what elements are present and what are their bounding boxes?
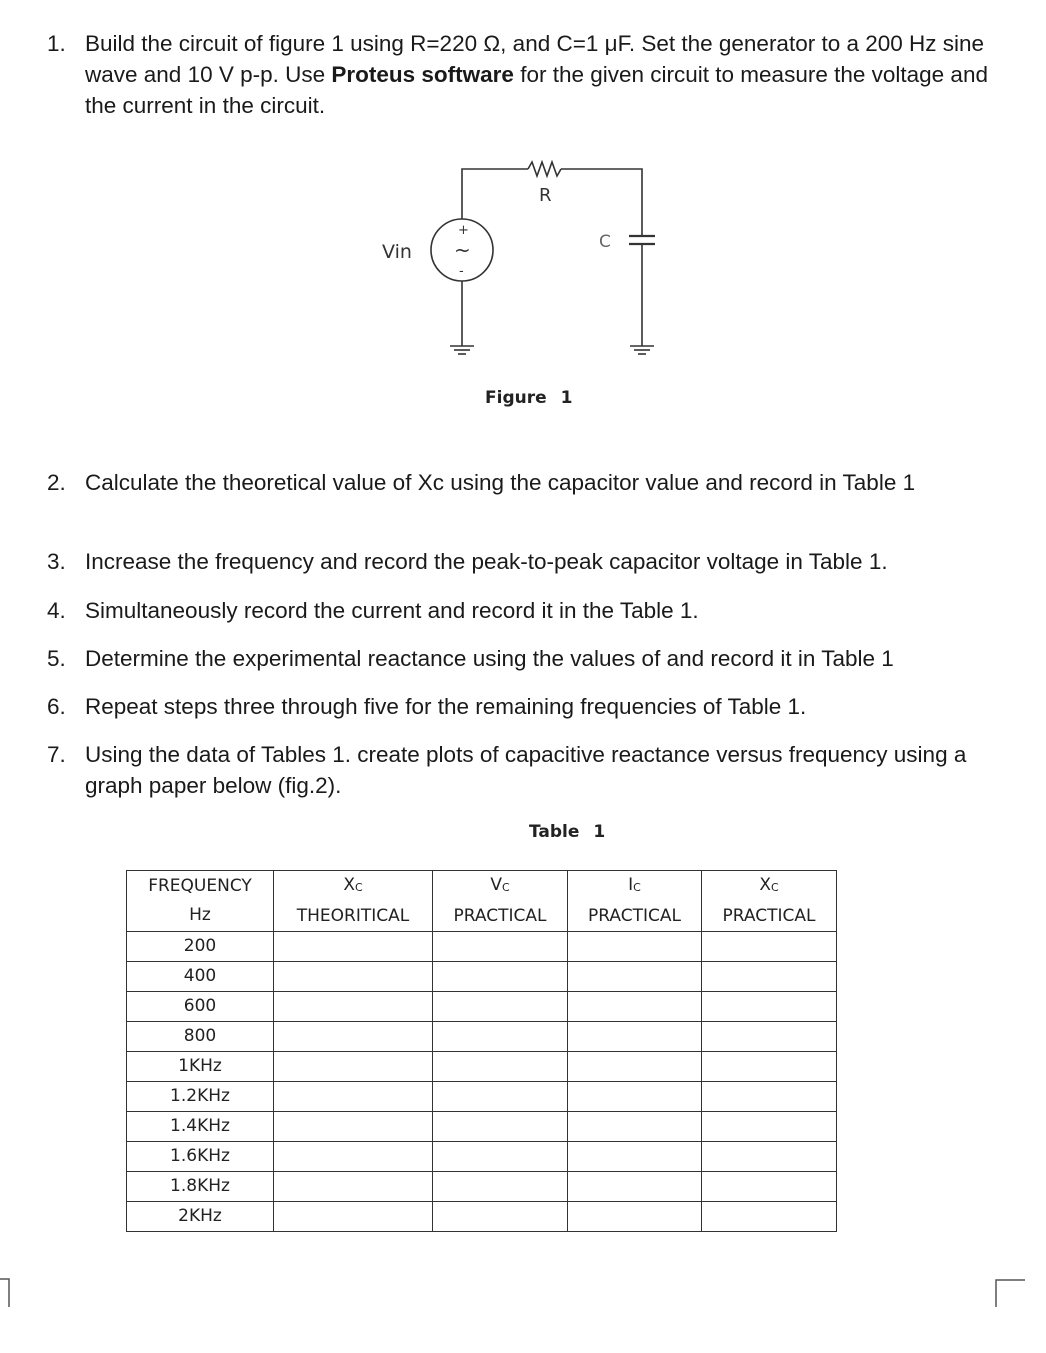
vc-practical-cell [433,1052,568,1082]
software-name: Proteus software [331,62,514,87]
step-number: 5. [47,646,66,671]
xc-practical-cell [702,1112,837,1142]
header-xc-practical [702,871,837,932]
source-plus-label: + [458,223,469,238]
table-caption [529,822,605,842]
frequency-cell: 1.2KHz [127,1082,274,1112]
header-ic-practical [568,871,702,932]
step-text [85,28,1007,121]
step-5 [47,643,1007,674]
vc-practical-cell [433,1082,568,1112]
table-row [127,1172,837,1202]
data-table [126,870,837,1232]
xc-theoretical-cell [274,1142,433,1172]
header-frequency [127,871,274,932]
xc-theoretical-cell [274,1052,433,1082]
frequency-cell: 1.8KHz [127,1172,274,1202]
step-text: Using the data of Tables 1. create plots of capacitive reactance versus frequency using a graph paper below (fig.2). [85,742,967,798]
circuit-diagram [370,150,680,380]
frequency-cell: 1.6KHz [127,1142,274,1172]
ground-symbol-left [450,346,474,354]
step-text: Determine the experimental reactance using the values of and record it in Table 1 [85,646,894,671]
xc-practical-cell [702,992,837,1022]
ic-practical-cell [568,1112,702,1142]
vc-practical-cell [433,1202,568,1232]
header-symbol: X [343,875,355,895]
header-vc-practical [433,871,568,932]
step-text: Simultaneously record the current and record it in the Table 1. [85,598,699,623]
resistor-label: R [539,185,552,206]
vc-practical-cell [433,992,568,1022]
table-row [127,962,837,992]
vc-practical-cell [433,932,568,962]
header-subscript: C [633,881,641,894]
frequency-cell: 200 [127,932,274,962]
xc-theoretical-cell [274,1172,433,1202]
vc-practical-cell [433,1022,568,1052]
step-number: 2. [47,470,66,495]
table-row [127,932,837,962]
step-4 [47,595,1007,626]
xc-practical-cell [702,1202,837,1232]
frequency-cell: 2KHz [127,1202,274,1232]
xc-practical-cell [702,1052,837,1082]
step-text: Repeat steps three through five for the remaining frequencies of Table 1. [85,694,807,719]
header-line1: FREQUENCY [148,876,252,896]
step-1-text-start: Build the circuit of figure 1 using R=220 Ω, and C=1 μF. Set the generator to a 200 Hz sine wave and 10 V p-p. Use [85,31,985,87]
ic-practical-cell [568,932,702,962]
header-symbol: V [490,875,502,895]
header-subscript: C [770,881,779,894]
ic-practical-cell [568,962,702,992]
xc-practical-cell [702,1172,837,1202]
step-number: 3. [47,549,66,574]
xc-practical-cell [702,932,837,962]
resistor-symbol [528,162,561,176]
table-caption-number: 1 [593,822,606,842]
frequency-cell: 400 [127,962,274,992]
table-row [127,1052,837,1082]
table-caption-label: Table [529,822,580,842]
step-1-text-end: for the given circuit to measure the voltage and the current in the circuit. [85,62,988,118]
figure-caption-label: Figure [485,388,547,408]
table-row [127,992,837,1022]
xc-practical-cell [702,962,837,992]
xc-theoretical-cell [274,1082,433,1112]
xc-theoretical-cell [274,1112,433,1142]
table-header-row [127,871,837,932]
table-row [127,1142,837,1172]
xc-practical-cell [702,1142,837,1172]
frequency-cell: 600 [127,992,274,1022]
header-line2: Hz [189,905,211,925]
wire-right-top [561,169,642,236]
source-tilde-label: ~ [454,238,471,262]
ic-practical-cell [568,1082,702,1112]
vc-practical-cell [433,1142,568,1172]
header-line2: PRACTICAL [588,906,681,926]
header-xc-theoretical [274,871,433,932]
header-line2: PRACTICAL [453,906,547,926]
ic-practical-cell [568,1142,702,1172]
ic-practical-cell [568,1202,702,1232]
table-row [127,1082,837,1112]
header-line2: PRACTICAL [722,906,816,926]
header-line2: THEORITICAL [296,906,410,926]
vc-practical-cell [433,1112,568,1142]
frequency-cell: 1.4KHz [127,1112,274,1142]
capacitor-label: C [599,232,611,252]
header-subscript: C [501,881,510,894]
ic-practical-cell [568,1052,702,1082]
ground-symbol-right [630,346,654,354]
step-7 [47,739,1007,801]
table-row [127,1112,837,1142]
step-number: 1. [47,31,66,56]
step-text: Increase the frequency and record the peak-to-peak capacitor voltage in Table 1. [85,549,888,574]
ic-practical-cell [568,1172,702,1202]
page-corner-mark-right [994,1278,1026,1308]
step-number: 4. [47,598,66,623]
vin-label: Vin [382,241,412,263]
xc-theoretical-cell [274,932,433,962]
frequency-cell: 800 [127,1022,274,1052]
header-subscript: C [354,881,363,894]
step-3 [47,546,1007,577]
table-row [127,1202,837,1232]
table-body [127,932,837,1232]
ic-practical-cell [568,992,702,1022]
frequency-cell: 1KHz [127,1052,274,1082]
xc-theoretical-cell [274,992,433,1022]
page-corner-mark-left [0,1278,12,1308]
figure-caption [485,388,572,408]
vc-practical-cell [433,962,568,992]
xc-theoretical-cell [274,1202,433,1232]
source-minus-label: - [459,264,464,279]
header-symbol: I [628,875,634,895]
xc-practical-cell [702,1022,837,1052]
xc-practical-cell [702,1082,837,1112]
ic-practical-cell [568,1022,702,1052]
xc-theoretical-cell [274,962,433,992]
step-1 [47,28,1007,121]
step-6 [47,691,1007,722]
step-text: Calculate the theoretical value of Xc using the capacitor value and record in Table 1 [85,470,916,495]
figure-caption-number: 1 [560,388,573,408]
table-row [127,1022,837,1052]
header-symbol: X [759,875,771,895]
step-number: 6. [47,694,66,719]
step-2 [47,467,1007,498]
step-number: 7. [47,742,66,767]
vc-practical-cell [433,1172,568,1202]
xc-theoretical-cell [274,1022,433,1052]
